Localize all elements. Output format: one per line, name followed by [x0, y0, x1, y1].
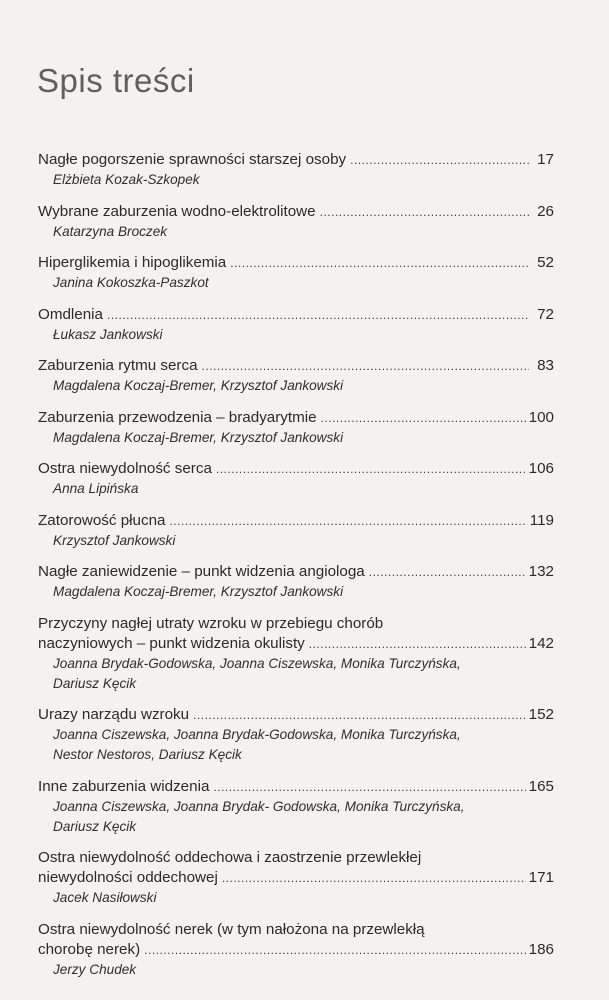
toc-entry-line: [38, 562, 554, 582]
toc-entry[interactable]: [38, 614, 554, 694]
toc-entry-line: [38, 705, 554, 725]
toc-entry-title: Zaburzenia przewodzenia – bradyarytmie: [38, 408, 317, 426]
toc-entry-authors: Nestor Nestoros, Dariusz Kęcik: [53, 747, 242, 762]
toc-entry-title-line: Przyczyny nagłej utraty wzroku w przebiegu chorób: [38, 614, 384, 632]
dot-leader: [202, 356, 529, 376]
toc-entry[interactable]: [38, 459, 554, 499]
toc-entry-title: Nagłe pogorszenie sprawności starszej osoby: [38, 151, 347, 168]
toc-entry-page-number: 186: [528, 940, 554, 958]
dot-leader: [320, 202, 529, 222]
toc-entry[interactable]: [38, 253, 554, 293]
toc-entry-authors: Katarzyna Broczek: [53, 223, 168, 239]
toc-entry-page-number: 152: [528, 706, 554, 723]
toc-entry-page-number: 132: [528, 563, 554, 580]
toc-entry-authors: Janina Kokoszka-Paszkot: [53, 275, 209, 290]
toc-entry-title: niewydolności oddechowej: [38, 869, 218, 886]
toc-entry-authors: Jacek Nasiłowski: [53, 890, 157, 905]
dot-leader: [193, 705, 526, 725]
toc-entry-title: Ostra niewydolność serca: [38, 460, 212, 477]
dot-leader: [213, 777, 525, 797]
toc-entry[interactable]: [38, 705, 554, 765]
dot-leader: [222, 868, 526, 888]
dot-leader: [369, 562, 526, 582]
toc-entry-authors: Jerzy Chudek: [53, 961, 137, 977]
toc-entry-line: [38, 356, 554, 376]
dot-leader: [230, 253, 529, 273]
toc-entry[interactable]: [38, 777, 554, 837]
toc-entry-title: Urazy narządu wzroku: [38, 706, 190, 723]
dot-leader: [321, 408, 526, 428]
toc-entry-title: chorobę nerek): [38, 940, 141, 958]
toc-entry[interactable]: [38, 356, 554, 396]
toc-entry-title: Nagłe zaniewidzenie – punkt widzenia angiologa: [38, 563, 365, 580]
toc-entry[interactable]: [38, 305, 554, 345]
dot-leader: [216, 459, 526, 479]
toc-entry-line: [38, 150, 554, 170]
toc-entry-line: [38, 202, 554, 222]
toc-entry-page-number: 17: [537, 151, 554, 168]
toc-entry-line: [38, 777, 554, 797]
toc-entry-title-line: Ostra niewydolność nerek (w tym nałożona na przewlekłą: [38, 920, 425, 938]
toc-entry-authors: Joanna Ciszewska, Joanna Brydak- Godowska, Monika Turczyńska,: [53, 798, 465, 814]
dot-leader: [309, 634, 526, 654]
toc-entry-page-number: 100: [528, 408, 554, 426]
toc-entry-title: Zatorowość płucna: [38, 511, 166, 529]
toc-entry-authors: Łukasz Jankowski: [53, 326, 163, 342]
toc-entry-title: Omdlenia: [38, 305, 103, 323]
toc-entry-line: [38, 459, 554, 479]
toc-entry[interactable]: [38, 150, 554, 190]
toc-entry-authors: Magdalena Koczaj-Bremer, Krzysztof Jankowski: [53, 584, 344, 599]
toc-entry-authors: Elżbieta Kozak-Szkopek: [53, 172, 200, 187]
toc-entry-line: [38, 305, 554, 325]
toc-entry-line: [38, 868, 554, 888]
toc-entry-authors: Anna Lipińska: [53, 481, 139, 496]
page-title: Spis treści: [37, 62, 195, 99]
toc-entry-page-number: 119: [529, 511, 554, 529]
dot-leader: [144, 940, 526, 960]
toc-entry-page-number: 165: [528, 777, 554, 795]
toc-entry-authors: Joanna Brydak-Godowska, Joanna Ciszewska, Monika Turczyńska,: [53, 655, 461, 671]
dot-leader: [350, 150, 529, 170]
toc-entry-line: [38, 511, 554, 531]
table-of-contents: [38, 150, 554, 991]
toc-entry-title: Zaburzenia rytmu serca: [38, 357, 198, 374]
toc-entry-title: Wybrane zaburzenia wodno-elektrolitowe: [38, 202, 316, 220]
toc-entry-page-number: 52: [537, 254, 554, 271]
toc-entry[interactable]: [38, 202, 554, 242]
toc-entry[interactable]: [38, 511, 554, 551]
toc-entry-page-number: 171: [528, 869, 554, 886]
dot-leader: [169, 511, 526, 531]
toc-entry[interactable]: [38, 920, 554, 980]
toc-entry-page-number: 142: [528, 634, 554, 652]
toc-entry-page-number: 72: [537, 305, 554, 323]
toc-entry-authors: Magdalena Koczaj-Bremer, Krzysztof Jankowski: [53, 378, 344, 393]
toc-entry-line: [38, 408, 554, 428]
toc-entry-authors: Joanna Ciszewska, Joanna Brydak-Godowska, Monika Turczyńska,: [53, 727, 461, 742]
toc-entry-page-number: 83: [537, 357, 554, 374]
toc-entry-line: [38, 634, 554, 654]
toc-entry-title: naczyniowych – punkt widzenia okulisty: [38, 634, 305, 652]
toc-entry-page-number: 26: [537, 202, 554, 220]
toc-entry[interactable]: [38, 408, 554, 448]
toc-entry[interactable]: [38, 562, 554, 602]
dot-leader: [107, 305, 529, 325]
toc-entry-authors: Dariusz Kęcik: [53, 675, 137, 691]
toc-entry-title: Inne zaburzenia widzenia: [38, 777, 210, 795]
toc-entry-title-line: Ostra niewydolność oddechowa i zaostrzenie przewlekłej: [38, 849, 422, 866]
toc-entry-page-number: 106: [528, 460, 554, 477]
toc-entry-authors: Krzysztof Jankowski: [53, 532, 176, 548]
toc-entry-line: [38, 253, 554, 273]
toc-entry-title: Hiperglikemia i hipoglikemia: [38, 254, 227, 271]
toc-entry-line: [38, 940, 554, 960]
toc-entry-authors: Dariusz Kęcik: [53, 818, 137, 834]
toc-entry[interactable]: [38, 848, 554, 908]
toc-entry-authors: Magdalena Koczaj-Bremer, Krzysztof Jankowski: [53, 429, 344, 445]
